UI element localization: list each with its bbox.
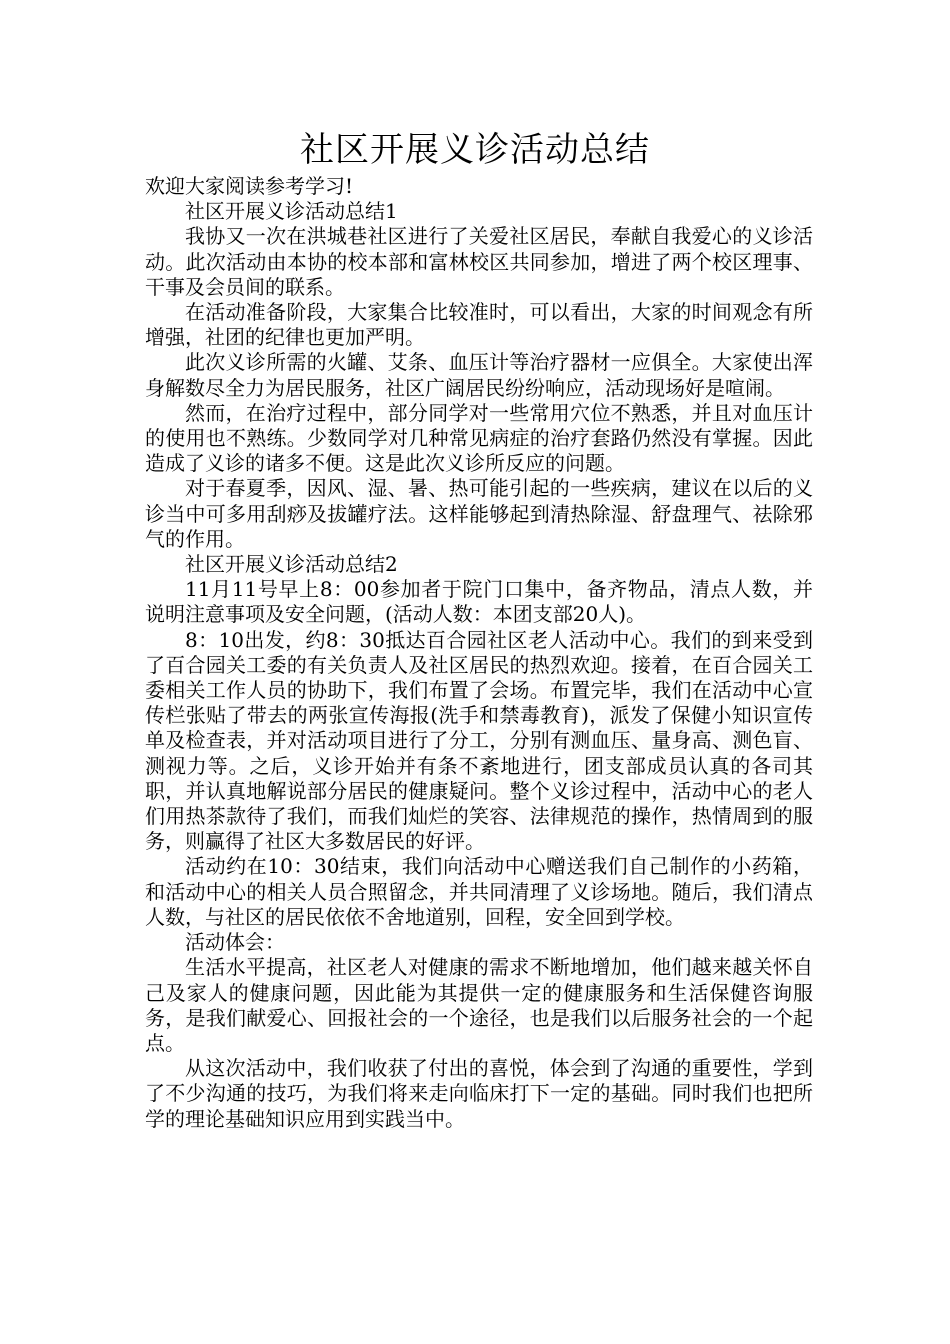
paragraph: 活动约在10：30结束，我们向活动中心赠送我们自己制作的小药箱，和活动中心的相关人员合照留念，并共同清理了义诊场地。随后，我们清点人数，与社区的居民依依不舍地道别，回程，安全回到学校。	[145, 854, 813, 929]
paragraph: 我协又一次在洪城巷社区进行了关爱社区居民，奉献自我爱心的义诊活动。此次活动由本协的校本部和富林校区共同参加，增进了两个校区理事、干事及会员间的联系。	[145, 224, 813, 299]
section-heading-2: 社区开展义诊活动总结2	[185, 552, 398, 577]
paragraph: 在活动准备阶段，大家集合比较准时，可以看出，大家的时间观念有所增强，社团的纪律也更加严明。	[145, 300, 813, 350]
paragraph: 此次义诊所需的火罐、艾条、血压计等治疗器材一应俱全。大家使出浑身解数尽全力为居民服务，社区广阔居民纷纷响应，活动现场好是喧闹。	[145, 350, 813, 400]
paragraph: 生活水平提高，社区老人对健康的需求不断地增加，他们越来越关怀自己及家人的健康问题，因此能为其提供一定的健康服务和生活保健咨询服务，是我们献爱心、回报社会的一个途径，也是我们以后服务社会的一个起点。	[145, 955, 813, 1055]
paragraph: 11月11号早上8：00参加者于院门口集中，备齐物品，清点人数，并说明注意事项及安全问题，(活动人数：本团支部20人)。	[145, 577, 813, 627]
subheading-reflection: 活动体会：	[185, 930, 285, 955]
paragraph: 从这次活动中，我们收获了付出的喜悦，体会到了沟通的重要性，学到了不少沟通的技巧，为我们将来走向临床打下一定的基础。同时我们也把所学的理论基础知识应用到实践当中。	[145, 1056, 813, 1131]
paragraph: 对于春夏季，因风、湿、暑、热可能引起的一些疾病，建议在以后的义诊当中可多用刮痧及拔罐疗法。这样能够起到清热除湿、舒盘理气、祛除邪气的作用。	[145, 476, 813, 551]
paragraph: 然而，在治疗过程中，部分同学对一些常用穴位不熟悉，并且对血压计的使用也不熟练。少数同学对几种常见病症的治疗套路仍然没有掌握。因此造成了义诊的诸多不便。这是此次义诊所反应的问题。	[145, 400, 813, 476]
section-heading-1: 社区开展义诊活动总结1	[185, 199, 398, 224]
paragraph: 8：10出发，约8：30抵达百合园社区老人活动中心。我们的到来受到了百合园关工委的有关负责人及社区居民的热烈欢迎。接着，在百合园关工委相关工作人员的协助下，我们布置了会场。布置完毕，我们在活动中心宣传栏张贴了带去的两张宣传海报(洗手和禁毒教育)，派发了保健小知识宣传单及检查表，并对活动项目进行了分工，分别有测血压、量身高、测色盲、测视力等。之后，义诊开始并有条不紊地进行，团支部成员认真的各司其职，并认真地解说部分居民的健康疑问。整个义诊过程中，活动中心的老人们用热茶款待了我们，而我们灿烂的笑容、法律规范的操作，热情周到的服务，则赢得了社区大多数居民的好评。	[145, 627, 813, 854]
document-title: 社区开展义诊活动总结	[300, 130, 650, 170]
intro-line: 欢迎大家阅读参考学习!	[145, 174, 354, 198]
document-body	[145, 174, 813, 1132]
